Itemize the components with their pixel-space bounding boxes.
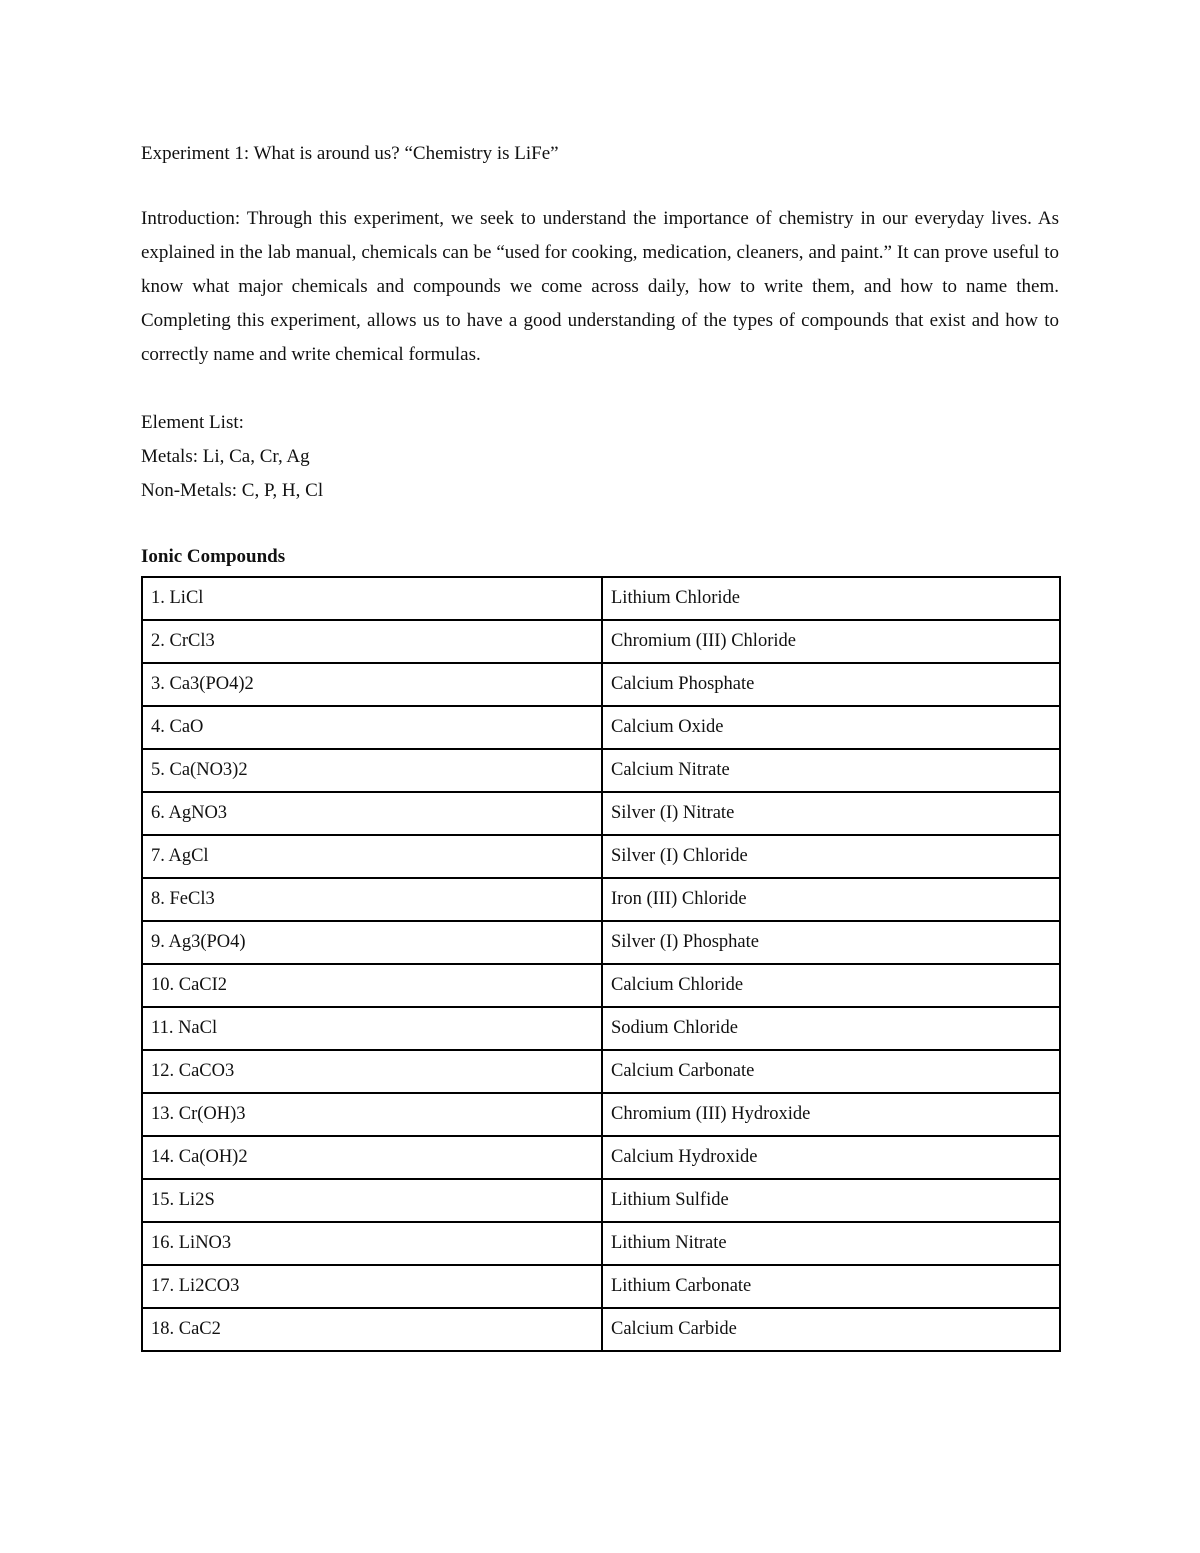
table-row	[142, 921, 1060, 964]
compound-formula-cell: 6. AgNO3	[142, 792, 602, 835]
metals-line: Metals: Li, Ca, Cr, Ag	[141, 446, 310, 467]
introduction-paragraph: Introduction: Through this experiment, we seek to understand the importance of chemistry in our everyday lives. As explained in the lab manual, chemicals can be “used for cooking, medication, cleaners, and paint.” It can prove useful to know what major chemicals and compounds we come across daily, how to write them, and how to name them. Completing this experiment, allows us to have a good understanding of the types of compounds that exist and how to correctly name and write chemical formulas.	[141, 208, 1059, 365]
compound-formula-cell: 2. CrCl3	[142, 620, 602, 663]
compound-name-cell: Silver (I) Phosphate	[602, 921, 1060, 964]
compound-name-cell: Chromium (III) Hydroxide	[602, 1093, 1060, 1136]
compound-formula-cell: 16. LiNO3	[142, 1222, 602, 1265]
table-row	[142, 1136, 1060, 1179]
compound-formula-cell: 5. Ca(NO3)2	[142, 749, 602, 792]
compound-name-cell: Calcium Nitrate	[602, 749, 1060, 792]
table-row	[142, 1265, 1060, 1308]
compound-name-cell: Silver (I) Chloride	[602, 835, 1060, 878]
table-row	[142, 792, 1060, 835]
compound-formula-cell: 1. LiCl	[142, 577, 602, 620]
table-row	[142, 1093, 1060, 1136]
compound-name-cell: Chromium (III) Chloride	[602, 620, 1060, 663]
compound-name-cell: Calcium Oxide	[602, 706, 1060, 749]
compound-formula-cell: 13. Cr(OH)3	[142, 1093, 602, 1136]
compound-formula-cell: 18. CaC2	[142, 1308, 602, 1351]
compound-formula-cell: 3. Ca3(PO4)2	[142, 663, 602, 706]
element-list-heading: Element List:	[141, 412, 244, 433]
table-row	[142, 835, 1060, 878]
compound-name-cell: Lithium Chloride	[602, 577, 1060, 620]
ionic-compounds-heading: Ionic Compounds	[141, 546, 286, 567]
table-row	[142, 663, 1060, 706]
compound-name-cell: Calcium Chloride	[602, 964, 1060, 1007]
compound-name-cell: Lithium Nitrate	[602, 1222, 1060, 1265]
non-metals-line: Non-Metals: C, P, H, Cl	[141, 480, 324, 501]
table-row	[142, 964, 1060, 1007]
compound-formula-cell: 15. Li2S	[142, 1179, 602, 1222]
compound-name-cell: Calcium Hydroxide	[602, 1136, 1060, 1179]
compound-name-cell: Calcium Carbonate	[602, 1050, 1060, 1093]
compound-formula-cell: 8. FeCl3	[142, 878, 602, 921]
compound-formula-cell: 12. CaCO3	[142, 1050, 602, 1093]
table-row	[142, 577, 1060, 620]
compound-name-cell: Silver (I) Nitrate	[602, 792, 1060, 835]
ionic-compounds-table	[141, 576, 1061, 1352]
compound-formula-cell: 14. Ca(OH)2	[142, 1136, 602, 1179]
document-title: Experiment 1: What is around us? “Chemistry is LiFe”	[141, 143, 559, 164]
table-row	[142, 1222, 1060, 1265]
compound-formula-cell: 17. Li2CO3	[142, 1265, 602, 1308]
compound-formula-cell: 4. CaO	[142, 706, 602, 749]
table-row	[142, 706, 1060, 749]
document-page	[141, 138, 1061, 1352]
compound-formula-cell: 9. Ag3(PO4)	[142, 921, 602, 964]
compound-name-cell: Calcium Carbide	[602, 1308, 1060, 1351]
compound-name-cell: Sodium Chloride	[602, 1007, 1060, 1050]
compound-name-cell: Lithium Carbonate	[602, 1265, 1060, 1308]
table-row	[142, 878, 1060, 921]
table-row	[142, 1050, 1060, 1093]
compound-formula-cell: 7. AgCl	[142, 835, 602, 878]
compound-formula-cell: 10. CaCI2	[142, 964, 602, 1007]
compound-name-cell: Iron (III) Chloride	[602, 878, 1060, 921]
table-row	[142, 1308, 1060, 1351]
compound-name-cell: Calcium Phosphate	[602, 663, 1060, 706]
table-row	[142, 620, 1060, 663]
compound-name-cell: Lithium Sulfide	[602, 1179, 1060, 1222]
compound-formula-cell: 11. NaCl	[142, 1007, 602, 1050]
table-row	[142, 749, 1060, 792]
table-row	[142, 1007, 1060, 1050]
element-list	[141, 406, 1061, 508]
table-row	[142, 1179, 1060, 1222]
